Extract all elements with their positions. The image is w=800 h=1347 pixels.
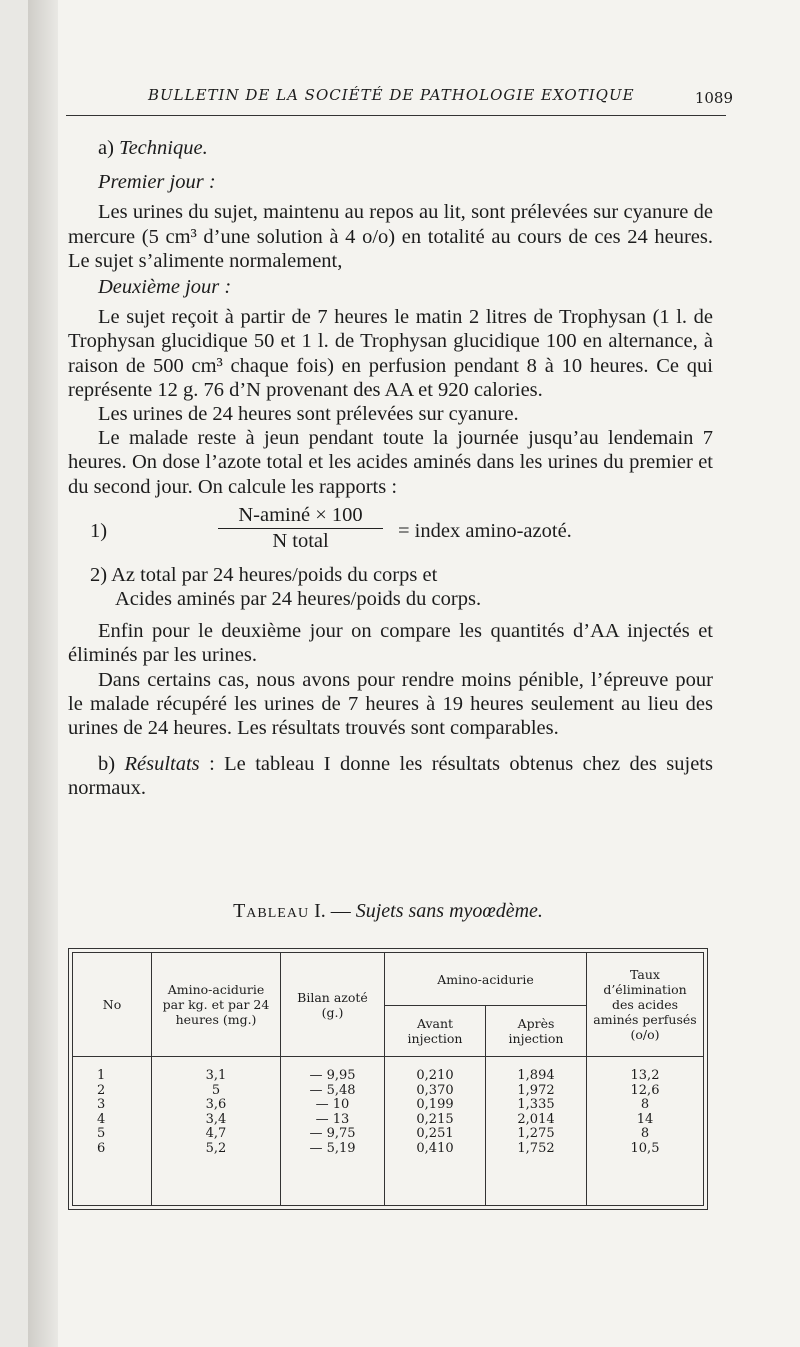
- section-a-heading: a) Technique.: [98, 137, 208, 159]
- cell-apres: 1,275: [517, 1126, 555, 1141]
- day1-paragraph: Les urines du sujet, maintenu au repos au lit, sont prélevées sur cyanure de mercure (5 cm³ d’une solution à 4 o/o) en totalité au cours de ces 24 heures. Le sujet s’alimente normalement,: [68, 201, 713, 272]
- body-text: [68, 130, 713, 801]
- header-apres: Après injection: [486, 1006, 587, 1057]
- cell-amino-kg: 3,6: [205, 1097, 227, 1112]
- cell-avant: 0,370: [416, 1082, 454, 1098]
- day2-paragraph-3: Le malade reste à jeun pendant toute la journée jusqu’au lendemain 7 heures. On dose l’azote total et les acides aminés dans les urines du premier et du second jour. On calcule les rapports :: [68, 427, 713, 498]
- header-taux: Taux d’élimination des acides aminés perfusés (o/o): [587, 953, 704, 1057]
- cell-bilan: — 13: [315, 1111, 350, 1127]
- cell-avant: 0,210: [416, 1068, 454, 1083]
- cell-avant: 0,410: [416, 1140, 454, 1156]
- day1-heading: Premier jour :: [98, 171, 216, 194]
- cell-no: 1: [97, 1068, 106, 1083]
- running-header: [148, 86, 733, 107]
- cell-apres: 1,335: [517, 1097, 555, 1112]
- cell-apres: 1,752: [517, 1140, 555, 1156]
- running-title: BULLETIN DE LA SOCIÉTÉ DE PATHOLOGIE EXOTIQUE: [148, 86, 635, 104]
- cell-avant: 0,199: [416, 1097, 454, 1112]
- day2-heading: Deuxième jour :: [98, 276, 232, 299]
- formula-denominator: N total: [272, 530, 329, 553]
- header-avant: Avant injection: [385, 1006, 486, 1057]
- cell-no: 5: [97, 1126, 106, 1141]
- cell-apres: 1,894: [517, 1068, 555, 1083]
- header-rule: [66, 115, 726, 116]
- binding-shadow: [28, 0, 58, 1347]
- column-taux: [587, 1057, 704, 1206]
- page: [28, 0, 800, 1347]
- column-amino-kg: [152, 1057, 281, 1206]
- cell-no: 2: [97, 1082, 106, 1098]
- table-body: [73, 1057, 704, 1206]
- cell-bilan: — 9,75: [309, 1126, 356, 1141]
- column-bilan: [281, 1057, 385, 1206]
- paragraph-enfin: Enfin pour le deuxième jour on compare les quantités d’AA injectés et éliminés par les urines.: [68, 620, 713, 667]
- cell-avant: 0,251: [416, 1126, 454, 1141]
- cell-bilan: — 5,19: [309, 1140, 356, 1156]
- cell-amino-kg: 5,2: [205, 1140, 227, 1156]
- header-amino-acidurie: Amino-acidurie: [385, 953, 587, 1006]
- cell-taux: 8: [640, 1126, 650, 1141]
- cell-taux: 10,5: [630, 1140, 660, 1156]
- cell-taux: 14: [636, 1111, 654, 1127]
- section-b-title: Résultats: [124, 753, 200, 776]
- item-2-line-2: Acides aminés par 24 heures/poids du corps.: [115, 588, 482, 611]
- column-no: [73, 1057, 152, 1206]
- formula-number: 1): [90, 519, 108, 542]
- cell-bilan: — 5,48: [309, 1082, 356, 1098]
- formula-result: = index amino-azoté.: [398, 519, 572, 542]
- cell-amino-kg: 3,1: [205, 1068, 227, 1083]
- cell-amino-kg: 4,7: [205, 1126, 227, 1141]
- table-caption: Tableau I. — Sujets sans myoœdème.: [233, 900, 543, 922]
- formula-fraction: [218, 503, 383, 553]
- cell-apres: 2,014: [517, 1111, 555, 1127]
- cell-no: 4: [97, 1111, 106, 1127]
- column-avant: [385, 1057, 486, 1206]
- cell-amino-kg: 5: [211, 1082, 221, 1098]
- cell-no: 3: [97, 1097, 106, 1112]
- header-amino-kg: Amino-acidurie par kg. et par 24 heures (mg.): [152, 953, 281, 1057]
- cell-taux: 13,2: [630, 1068, 660, 1083]
- page-number: 1089: [694, 89, 733, 107]
- item-2-line-1: 2) Az total par 24 heures/poids du corps et: [90, 563, 438, 586]
- formula-index-amino-azote: [68, 503, 713, 559]
- day2-paragraph-2: Les urines de 24 heures sont prélevées sur cyanure.: [98, 403, 519, 426]
- formula-numerator: N-aminé × 100: [238, 503, 363, 526]
- cell-amino-kg: 3,4: [205, 1111, 227, 1127]
- day2-paragraph-1: Le sujet reçoit à partir de 7 heures le matin 2 litres de Trophysan (1 l. de Trophysan glucidique 50 et 1 l. de Trophysan glucidique 100 en alternance, à raison de 500 cm³ chaque fois) en perfusion pendant 8 à 10 heures. Ce qui représente 12 g. 76 d’N provenant des AA et 920 calories.: [68, 306, 713, 401]
- table-frame: [68, 948, 708, 1210]
- cell-apres: 1,972: [517, 1082, 555, 1098]
- cell-avant: 0,215: [416, 1111, 454, 1127]
- table-header-row-1: [73, 953, 704, 1006]
- cell-bilan: — 10: [315, 1097, 350, 1112]
- section-b-paragraph: b) Résultats : Le tableau I donne les résultats obtenus chez des sujets normaux.: [68, 753, 713, 800]
- cell-taux: 8: [640, 1097, 650, 1112]
- paragraph-dans: Dans certains cas, nous avons pour rendre moins pénible, l’épreuve pour le malade récupéré les urines de 7 heures à 19 heures seulement au lieu des urines de 24 heures. Les résultats trouvés sont comparables.: [68, 668, 713, 740]
- cell-bilan: — 9,95: [309, 1068, 356, 1083]
- cell-taux: 12,6: [630, 1082, 660, 1098]
- results-table: [72, 952, 704, 1206]
- header-no: No: [73, 953, 152, 1057]
- cell-no: 6: [97, 1140, 106, 1156]
- header-bilan: Bilan azoté (g.): [281, 953, 385, 1057]
- column-apres: [486, 1057, 587, 1206]
